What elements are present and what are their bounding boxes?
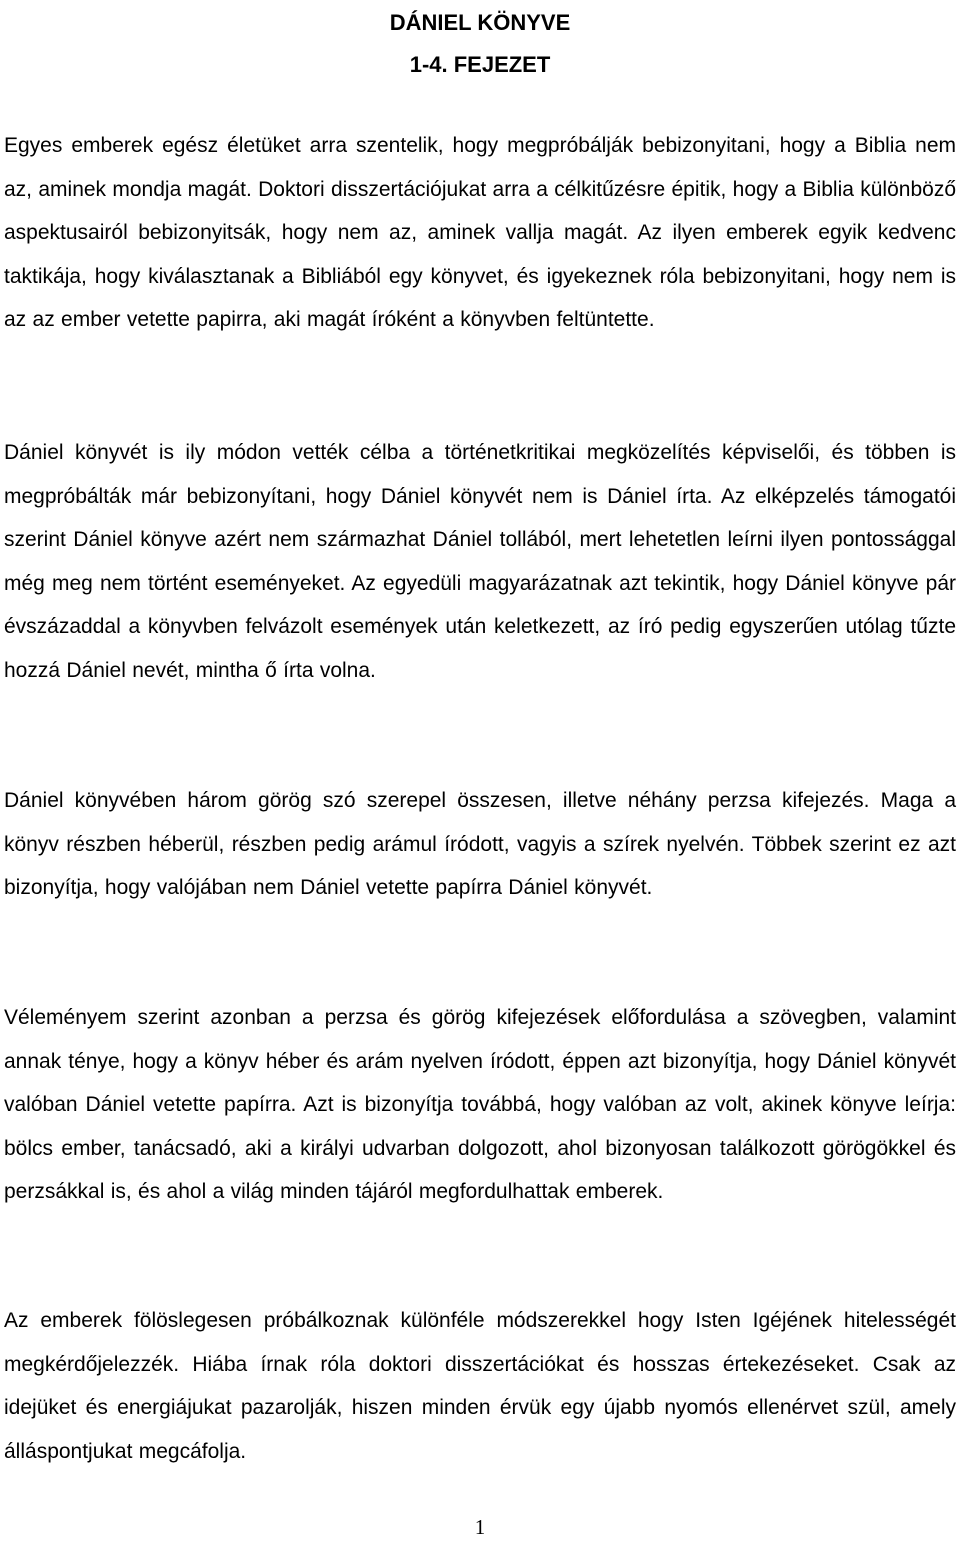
document-title: DÁNIEL KÖNYVE (389, 10, 571, 35)
paragraph-3: Dániel könyvében három görög szó szerepel összesen, illetve néhány perzsa kifejezés. Maga a könyv részben héberül, részben pedig arámul íródott, vagyis a szírek nyelvén. Többek szerint ez azt bizonyítja, hogy valójában nem Dániel vetette papírra Dániel könyvét. (4, 789, 956, 900)
paragraph-4: Véleményem szerint azonban a perzsa és görög kifejezések előfordulása a szövegben, valamint annak ténye, hogy a könyv héber és arám nyelven íródott, éppen azt bizonyítja, hogy Dániel könyvét valóban Dániel vetette papírra. Azt is bizonyítja továbbá, hogy valóban az volt, akinek könyve leírja: bölcs ember, tanácsadó, aki a királyi udvarban dolgozott, ahol bizonyosan találkozott görögökkel és perzsákkal is, és ahol a világ minden tájáról megfordulhattak emberek. (4, 1006, 956, 1204)
paragraph-1: Egyes emberek egész életüket arra szentelik, hogy megpróbálják bebizonyitani, hogy a Biblia nem az, aminek mondja magát. Doktori disszertációjukat arra a célkitűzésre épitik, hogy a Biblia különböző aspektusairól bebizonyitsák, hogy nem az, aminek vallja magát. Az ilyen emberek egyik kedvenc taktikája, hogy kiválasztanak a Bibliából egy könyvet, és igyekeznek róla bebizonyitani, hogy nem is az az ember vetette papirra, aki magát íróként a könyvben feltüntette. (4, 134, 956, 332)
title-block (0, 2, 960, 86)
chapter-subtitle: 1-4. FEJEZET (409, 52, 551, 77)
paragraph-5: Az emberek fölöslegesen próbálkoznak különféle módszerekkel hogy Isten Igéjének hitelességét megkérdőjelezzék. Hiába írnak róla doktori disszertációkat és hosszas értekezéseket. Csak az idejüket és energiájukat pazarolják, hiszen minden érvük egy újabb nyomós ellenérvet szül, amely álláspontjukat megcáfolja. (4, 1309, 956, 1463)
paragraph-2: Dániel könyvét is ily módon vették célba a történetkritikai megközelítés képviselői, és többen is megpróbálták már bebizonyítani, hogy Dániel könyvét nem is Dániel írta. Az elképzelés támogatói szerint Dániel könyve azért nem származhat Dániel tollából, mert lehetetlen leírni ilyen pontossággal még meg nem történt eseményeket. Az egyedüli magyarázatnak azt tekintik, hogy Dániel könyve pár évszázaddal a könyvben felvázolt események után keletkezett, az író pedig egyszerűen utólag tűzte hozzá Dániel nevét, mintha ő írta volna. (4, 441, 956, 682)
page-number: 1 (474, 1515, 486, 1539)
